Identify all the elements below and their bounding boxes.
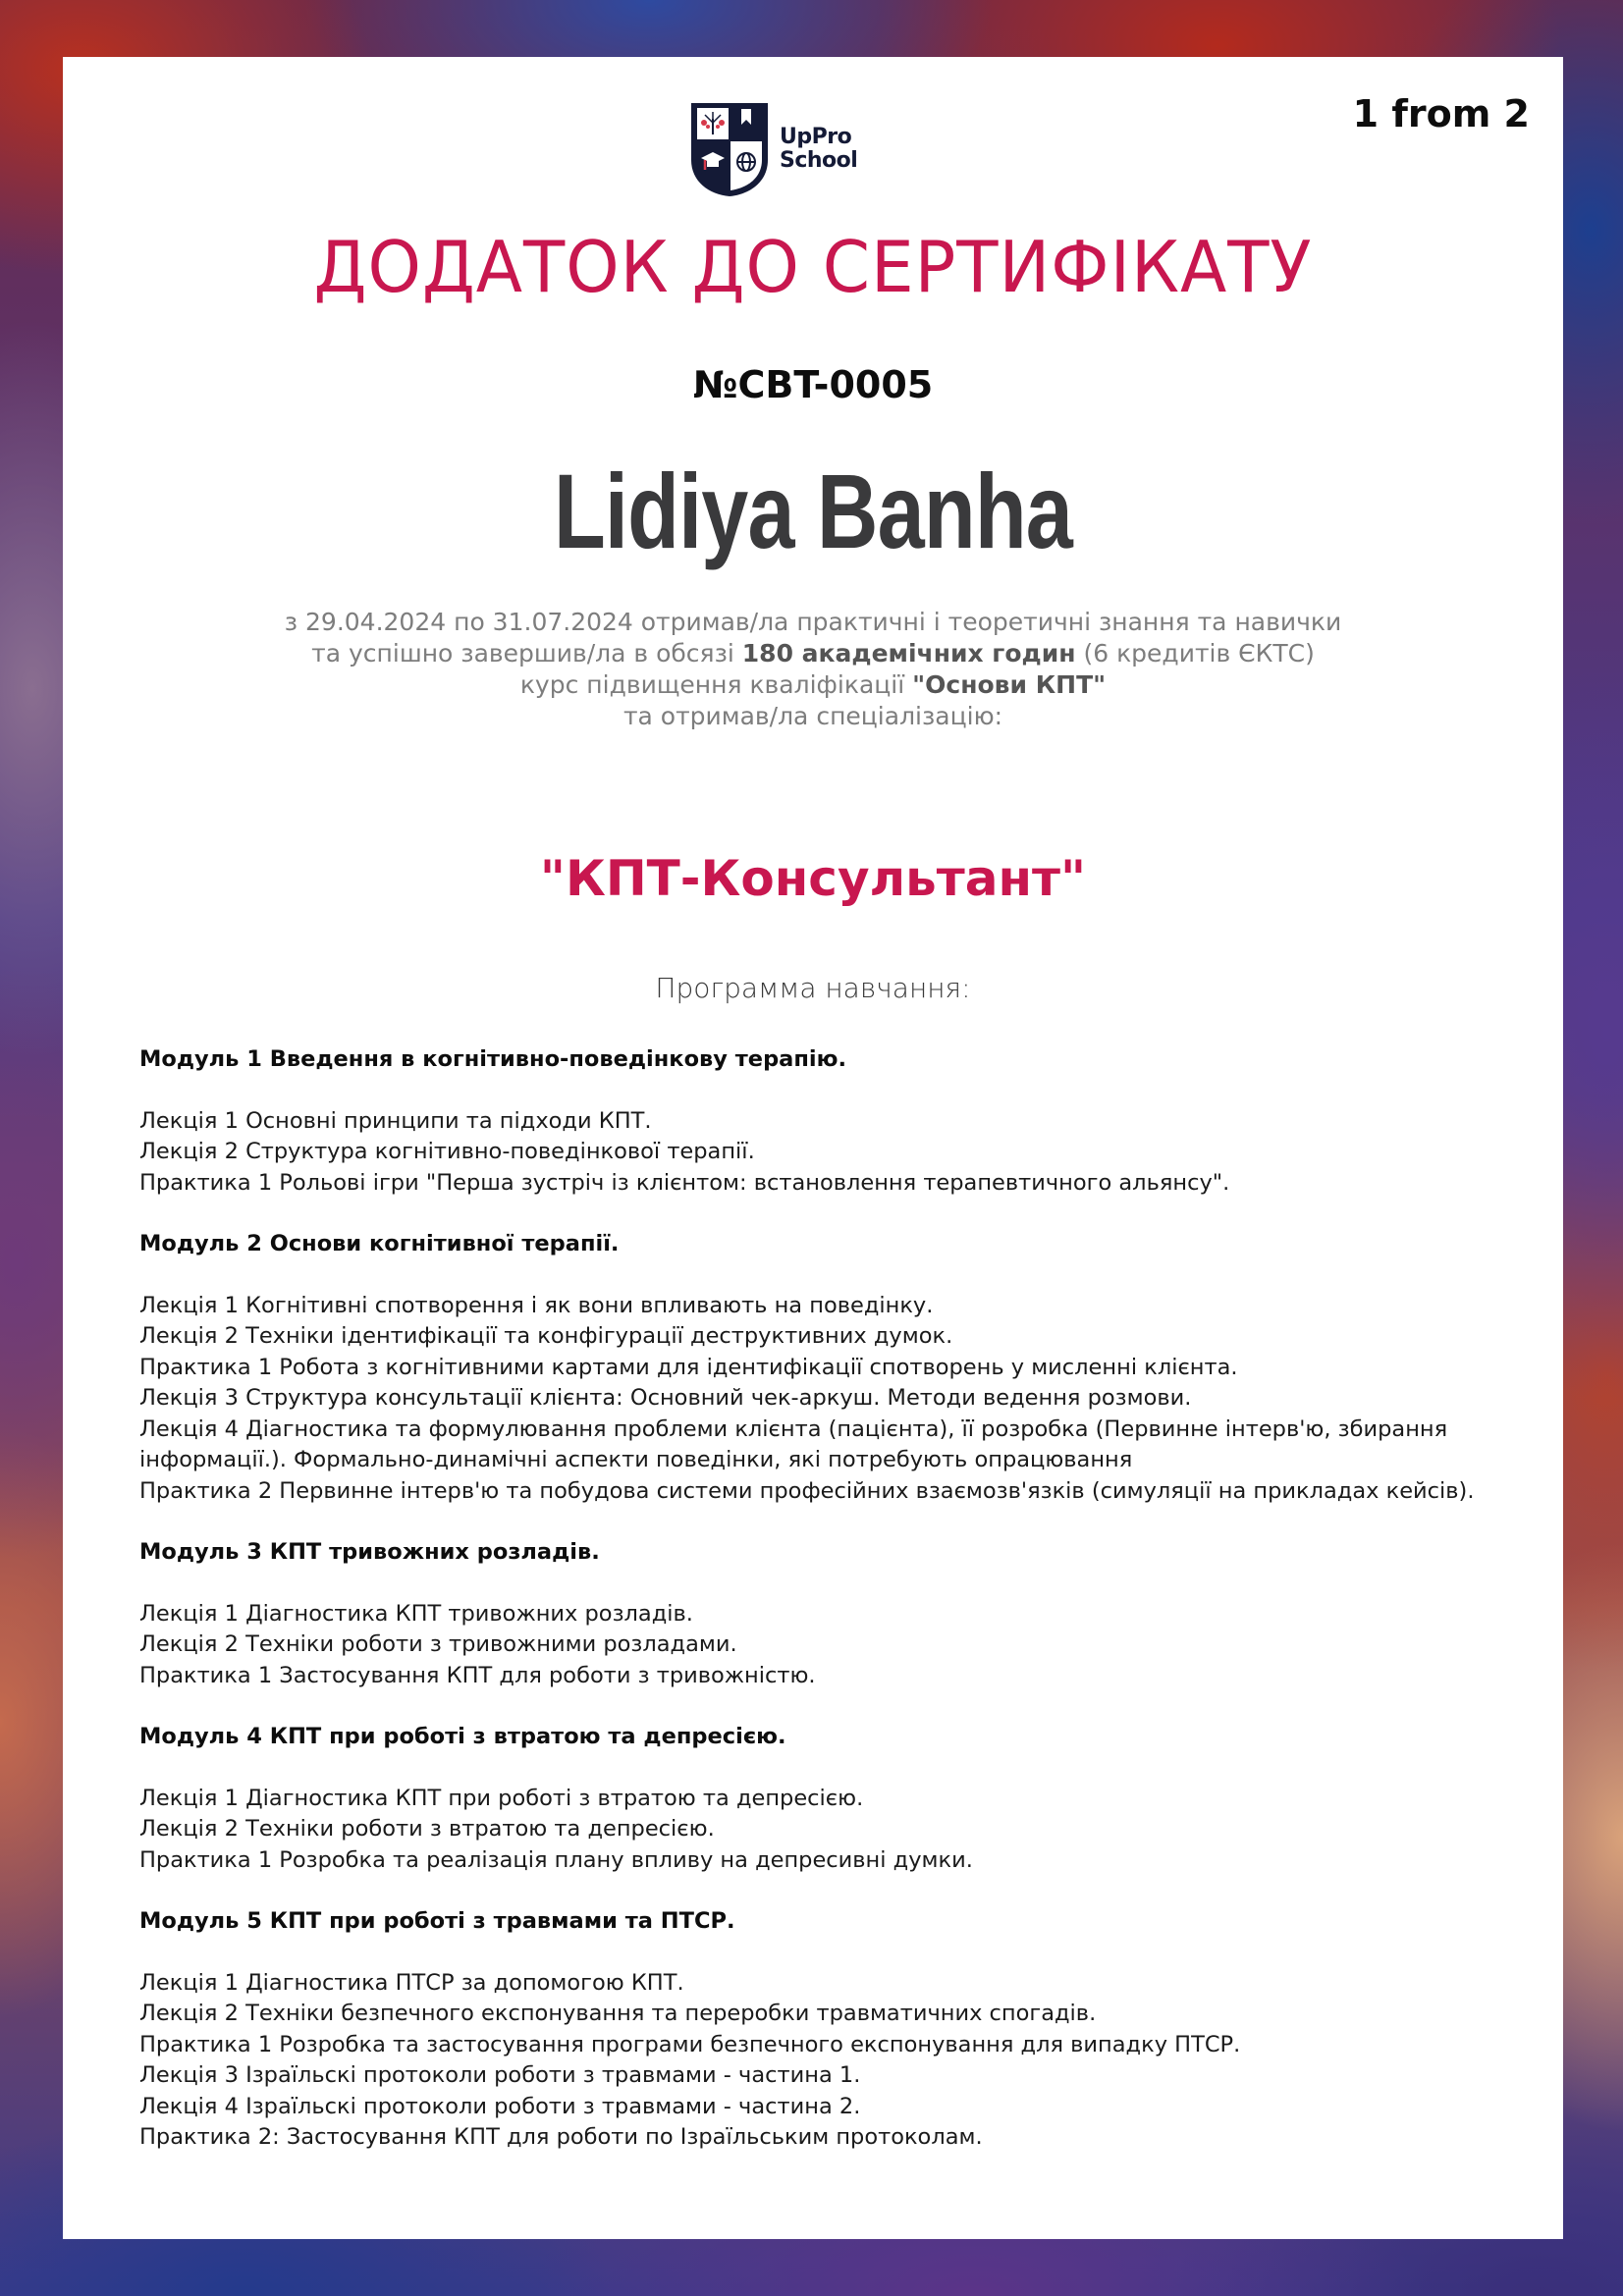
- module-title: Модуль 2 Основи когнітивної терапії.: [139, 1231, 620, 1256]
- module-title: Модуль 3 КПТ тривожних розладів.: [139, 1539, 600, 1565]
- module-item: Лекція 2 Техніки роботи з втратою та депресією.: [139, 1816, 715, 1842]
- module-section: [139, 1229, 1514, 1507]
- specialization-title: "КПТ-Консультант": [539, 850, 1087, 907]
- module-title: Модуль 5 КПТ при роботі з травмами та ПТСР.: [139, 1908, 735, 1934]
- module-section: [139, 1906, 1514, 2154]
- school-name-line2: School: [780, 148, 858, 173]
- page-counter: 1 from 2: [1352, 92, 1530, 135]
- description-line-4: та отримав/ла спеціалізацію:: [622, 702, 1003, 730]
- description-text: (6 кредитів ЄКТС): [1075, 639, 1315, 667]
- module-item: Лекція 2 Техніки роботи з тривожними розладами.: [139, 1631, 737, 1657]
- description-text: та успішно завершив/ла в обсязі: [311, 639, 742, 667]
- module-item: Лекція 1 Основні принципи та підходи КПТ.: [139, 1107, 652, 1134]
- description-text: курс підвищення кваліфікації: [519, 670, 913, 699]
- certificate-sheet: [63, 57, 1563, 2239]
- course-description: [63, 607, 1563, 732]
- description-line-2: [63, 638, 1563, 669]
- school-logo: [689, 100, 925, 198]
- module-item: Лекція 3 Ізраїльскі протоколи роботи з травмами - частина 1.: [139, 2062, 861, 2088]
- module-item: Практика 1 Застосування КПТ для роботи з тривожністю.: [139, 1662, 816, 1688]
- description-line-1: з 29.04.2024 по 31.07.2024 отримав/ла практичні і теоретичні знання та навички: [284, 608, 1342, 636]
- module-section: [139, 1722, 1514, 1876]
- course-name: "Основи КПТ": [912, 670, 1107, 699]
- module-item: Лекція 2 Структура когнітивно-поведінкової терапії.: [139, 1139, 755, 1164]
- module-item: Лекція 1 Діагностика КПТ тривожних розладів.: [139, 1600, 693, 1627]
- module-item: Лекція 4 Ізраїльскі протоколи роботи з травмами - частина 2.: [139, 2093, 861, 2119]
- module-item: Практика 1 Розробка та застосування програми безпечного експонування для випадку ПТСР.: [139, 2031, 1241, 2057]
- module-item: Практика 1 Робота з когнітивними картами для ідентифікації спотворень у мисленні клієнта.: [139, 1354, 1238, 1380]
- module-item: Лекція 2 Техніки ідентифікації та конфігурації деструктивних думок.: [139, 1323, 953, 1349]
- module-item: Лекція 1 Діагностика ПТСР за допомогою КПТ.: [139, 1969, 684, 1996]
- module-item: Практика 2: Застосування КПТ для роботи по Ізраїльським протоколам.: [139, 2124, 983, 2150]
- module-item: Практика 1 Розробка та реалізація плану впливу на депресивні думки.: [139, 1846, 973, 1873]
- module-section: [139, 1044, 1514, 1199]
- module-item: Практика 1 Рольові ігри "Перша зустріч із клієнтом: встановлення терапевтичного альянсу".: [139, 1169, 1230, 1196]
- module-list: [139, 1044, 1514, 2184]
- school-name-line1: UpPro: [780, 125, 852, 149]
- module-item: Лекція 1 Діагностика КПТ при роботі з втратою та депресією.: [139, 1785, 864, 1811]
- academic-hours: 180 академічних годин: [741, 639, 1076, 667]
- module-item: Лекція 1 Когнітивні спотворення і як вони впливають на поведінку.: [139, 1292, 934, 1318]
- certificate-number: №CBT-0005: [692, 363, 934, 406]
- module-title: Модуль 1 Введення в когнітивно-поведінкову терапію.: [139, 1046, 847, 1072]
- school-name: [780, 126, 857, 173]
- module-section: [139, 1537, 1514, 1691]
- module-title: Модуль 4 КПТ при роботі з втратою та депресією.: [139, 1724, 786, 1749]
- document-title: ДОДАТОК ДО СЕРТИФІКАТУ: [313, 226, 1313, 308]
- program-heading: Программа навчання:: [655, 972, 971, 1004]
- description-line-3: [63, 669, 1563, 701]
- module-item: Лекція 4 Діагностика та формулювання проблеми клієнта (пацієнта), її розробка (Первинне інтерв'ю, збирання інформації.). Формально-динамічні аспекти поведінки, які потребують опрацювання: [139, 1415, 1448, 1472]
- recipient-name: Lidiya Banha: [553, 452, 1073, 570]
- shield-crest-icon: [689, 101, 770, 197]
- module-item: Лекція 2 Техніки безпечного експонування та переробки травматичних спогадів.: [139, 2001, 1097, 2026]
- module-item: Лекція 3 Структура консультації клієнта: Основний чек-аркуш. Методи ведення розмови.: [139, 1385, 1192, 1411]
- module-item: Практика 2 Первинне інтерв'ю та побудова системи професійних взаємозв'язків (симуляції на прикладах кейсів).: [139, 1477, 1475, 1504]
